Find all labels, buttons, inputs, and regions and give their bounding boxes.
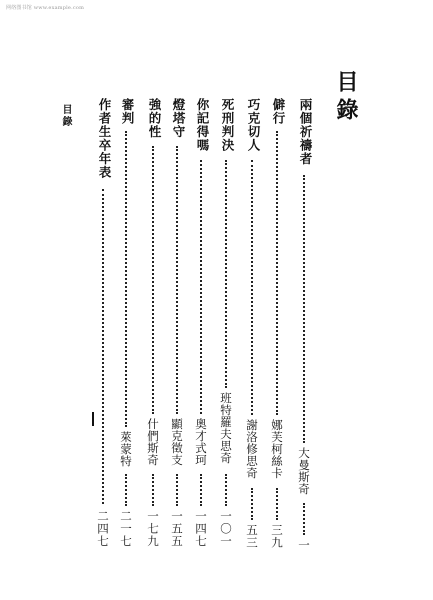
toc-entry-author: 謝洛修思奇 xyxy=(245,419,259,479)
leader-dots xyxy=(276,131,278,415)
toc-entry-page: 一 xyxy=(297,538,311,551)
toc-entry-title: 燈塔守 xyxy=(171,98,186,139)
toc-entry-page: 一七九 xyxy=(146,509,160,547)
leader-dots xyxy=(225,474,227,506)
toc-entry-page: 五三 xyxy=(245,524,259,549)
toc-entry-page: 二四七 xyxy=(96,509,110,547)
toc-entry-author: 顯克徵支 xyxy=(170,417,184,466)
watermark-text: 网络图书馆 www.example.com xyxy=(6,5,85,11)
toc-entry[interactable] xyxy=(269,98,285,553)
toc-entry-title: 巧克切人 xyxy=(246,98,261,152)
toc-entry-title: 僻行 xyxy=(271,98,286,125)
leader-dots xyxy=(176,146,178,414)
toc-entry-author: 什們斯奇 xyxy=(146,417,160,466)
toc-entry[interactable] xyxy=(118,98,134,553)
toc-entry-title: 強的性 xyxy=(147,98,162,139)
page-title: 目錄 xyxy=(333,70,359,126)
toc-entry-title: 你記得嗎 xyxy=(195,98,210,152)
toc-entry[interactable] xyxy=(296,98,312,553)
toc-entry-title: 審判 xyxy=(120,98,135,125)
leader-dots xyxy=(200,160,202,414)
toc-entry-title: 死刑判決 xyxy=(220,98,235,152)
toc-entry[interactable] xyxy=(169,98,185,553)
toc-entry[interactable] xyxy=(95,98,111,553)
toc-entry-page: 一五五 xyxy=(170,509,184,547)
toc-entry-author: 班特羅夫思奇 xyxy=(219,391,233,464)
toc-entry[interactable] xyxy=(145,98,161,553)
leader-dots xyxy=(152,146,154,414)
leader-dots xyxy=(152,474,154,506)
toc-entry-title: 作者生卒年表 xyxy=(97,98,112,179)
toc-entry-author: 娜芙柯絲卡 xyxy=(270,419,284,479)
toc-entry[interactable] xyxy=(218,98,234,553)
toc-entry-page: 二一七 xyxy=(119,509,133,547)
leader-dots xyxy=(303,503,305,535)
toc-entry-page: 一〇一 xyxy=(219,509,233,547)
toc-entry-title: 兩個祈禱者 xyxy=(298,98,313,166)
toc-entry-page: 三九 xyxy=(270,524,284,549)
toc-entry-author: 萊蒙特 xyxy=(119,430,133,467)
toc-entry-page: 一四七 xyxy=(194,509,208,547)
toc-entry-author: 奧才式珂 xyxy=(194,417,208,466)
running-head: 目錄 xyxy=(60,104,71,128)
leader-dots xyxy=(251,160,253,415)
toc-entry-author: 大曼斯奇 xyxy=(297,446,311,495)
leader-dots xyxy=(303,175,305,443)
leader-dots xyxy=(251,488,253,520)
leader-dots xyxy=(125,131,127,427)
leader-dots xyxy=(200,474,202,506)
leader-dots xyxy=(102,189,104,504)
toc-entry[interactable] xyxy=(193,98,209,553)
toc-entry[interactable] xyxy=(244,98,260,553)
page-folio xyxy=(92,412,94,426)
leader-dots xyxy=(276,488,278,520)
leader-dots xyxy=(176,474,178,506)
leader-dots xyxy=(125,474,127,506)
leader-dots xyxy=(225,160,227,388)
